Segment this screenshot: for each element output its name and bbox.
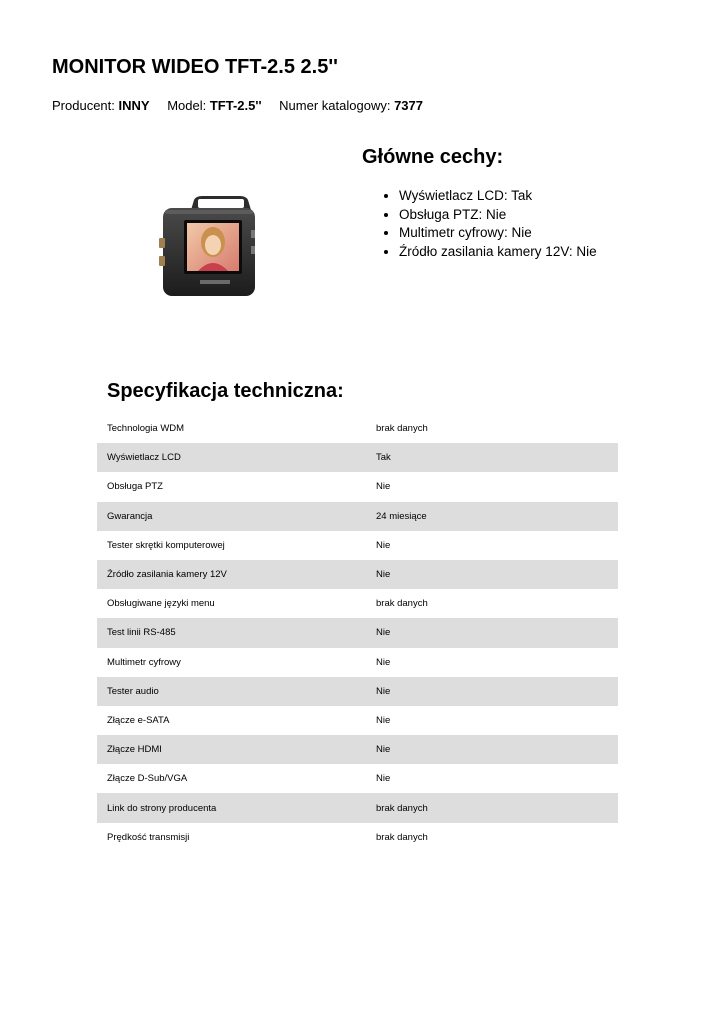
catalog-label: Numer katalogowy: bbox=[279, 98, 391, 113]
spec-row bbox=[97, 414, 618, 443]
spec-key: Obsługa PTZ bbox=[107, 481, 163, 493]
spec-row bbox=[97, 618, 618, 647]
spec-key: Wyświetlacz LCD bbox=[97, 443, 367, 472]
catalog-info bbox=[279, 98, 423, 113]
catalog-value: 7377 bbox=[394, 98, 423, 113]
model-value: TFT-2.5'' bbox=[209, 98, 262, 113]
spec-value: brak danych bbox=[367, 793, 618, 822]
spec-row bbox=[97, 502, 618, 531]
spec-row bbox=[97, 648, 618, 677]
monitor-tester-photo-icon bbox=[88, 190, 328, 300]
spec-row bbox=[97, 589, 618, 618]
spec-value: Nie bbox=[376, 481, 391, 493]
model-label: Model: bbox=[167, 98, 207, 113]
spec-value: Nie bbox=[376, 539, 391, 551]
spec-key: Tester audio bbox=[97, 677, 367, 706]
feature-item: • Wyświetlacz LCD: Tak bbox=[399, 187, 597, 206]
feature-item: • Źródło zasilania kamery 12V: Nie bbox=[399, 243, 597, 262]
spec-row bbox=[97, 793, 618, 822]
spec-key: Prędkość transmisji bbox=[107, 831, 190, 843]
product-image bbox=[88, 190, 328, 300]
features-heading: Główne cechy: bbox=[362, 146, 504, 168]
product-meta bbox=[52, 98, 437, 113]
spec-key: Multimetr cyfrowy bbox=[107, 656, 181, 668]
spec-row bbox=[97, 823, 618, 852]
features-list bbox=[382, 187, 597, 261]
spec-row bbox=[97, 560, 618, 589]
spec-key: Złącze e-SATA bbox=[107, 714, 170, 726]
spec-value: Tak bbox=[367, 443, 618, 472]
spec-key: Obsługiwane języki menu bbox=[107, 598, 215, 610]
producer-value: INNY bbox=[118, 98, 150, 113]
spec-key: Link do strony producenta bbox=[97, 793, 367, 822]
spec-value: Nie bbox=[367, 677, 618, 706]
spec-value: brak danych bbox=[376, 831, 428, 843]
producer-info bbox=[52, 98, 153, 113]
spec-key: Tester skrętki komputerowej bbox=[107, 539, 225, 551]
spec-row bbox=[97, 735, 618, 764]
spec-value: brak danych bbox=[376, 423, 428, 435]
spec-value: Nie bbox=[367, 618, 618, 647]
spec-row bbox=[97, 706, 618, 735]
producer-label: Producent: bbox=[52, 98, 115, 113]
spec-row bbox=[97, 677, 618, 706]
spec-heading: Specyfikacja techniczna: bbox=[107, 380, 344, 402]
spec-table bbox=[97, 414, 618, 852]
feature-item: • Obsługa PTZ: Nie bbox=[399, 206, 597, 225]
spec-value: Nie bbox=[367, 735, 618, 764]
spec-key: Gwarancja bbox=[97, 502, 367, 531]
spec-value: Nie bbox=[376, 773, 391, 785]
page-title: MONITOR WIDEO TFT-2.5 2.5'' bbox=[52, 56, 338, 78]
spec-key: Technologia WDM bbox=[107, 423, 185, 435]
spec-key: Złącze D-Sub/VGA bbox=[107, 773, 188, 785]
feature-item: • Multimetr cyfrowy: Nie bbox=[399, 224, 597, 243]
spec-key: Test linii RS-485 bbox=[97, 618, 367, 647]
model-info bbox=[167, 98, 265, 113]
spec-value: brak danych bbox=[376, 598, 428, 610]
spec-row bbox=[97, 764, 618, 793]
spec-row bbox=[97, 531, 618, 560]
spec-key: Złącze HDMI bbox=[97, 735, 367, 764]
spec-key: Źródło zasilania kamery 12V bbox=[97, 560, 367, 589]
spec-value: Nie bbox=[367, 560, 618, 589]
spec-value: Nie bbox=[376, 656, 391, 668]
spec-row bbox=[97, 443, 618, 472]
spec-row bbox=[97, 472, 618, 501]
spec-value: Nie bbox=[376, 714, 391, 726]
spec-value: 24 miesiące bbox=[367, 502, 618, 531]
